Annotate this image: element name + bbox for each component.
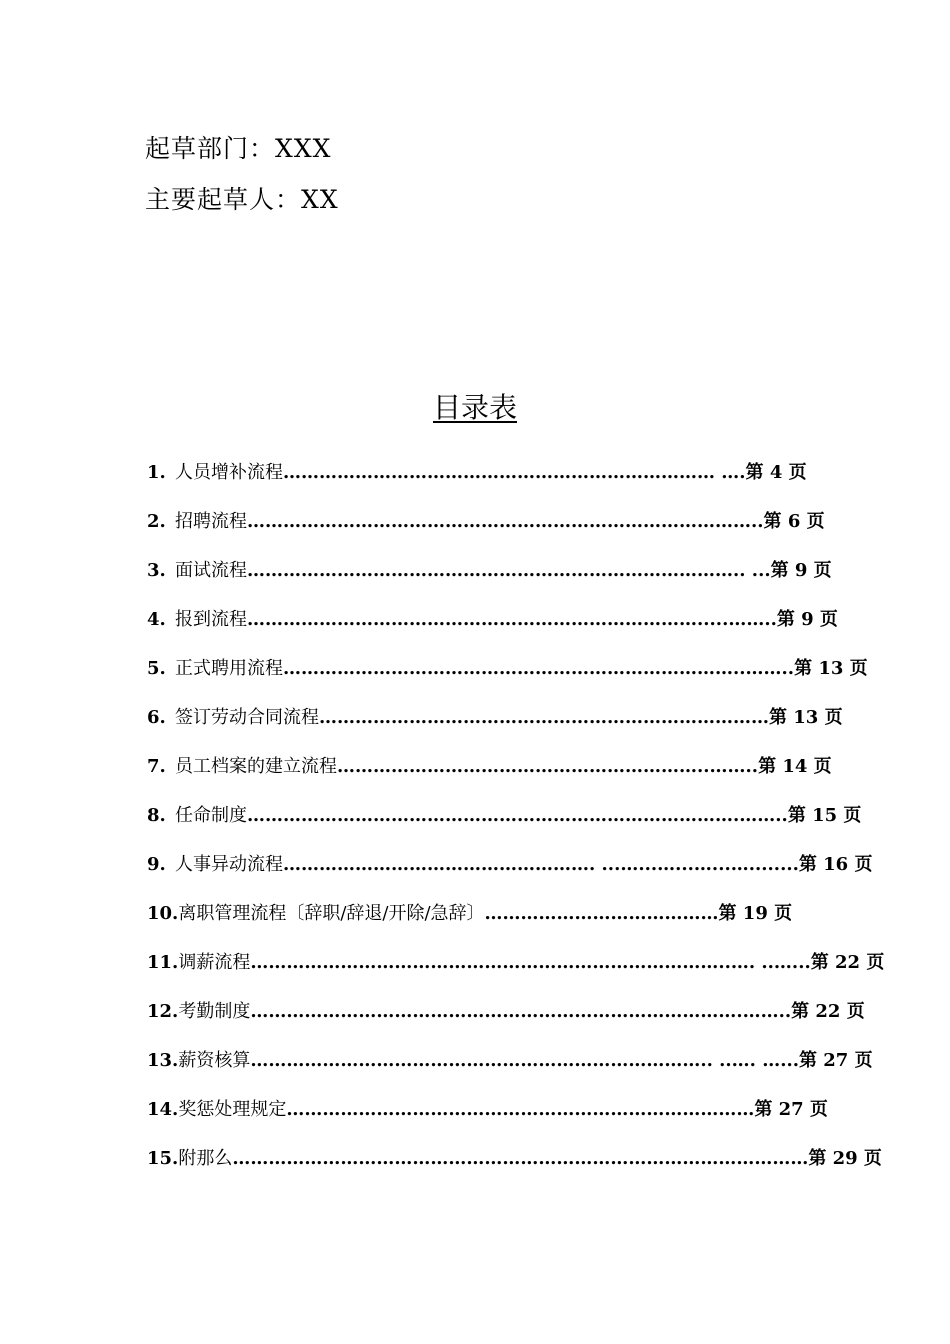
toc-entry[interactable] bbox=[147, 1144, 882, 1193]
drafting-department bbox=[145, 134, 331, 164]
toc-entry-number: 4. bbox=[147, 609, 166, 630]
main-drafter-label: 主要起草人： bbox=[145, 185, 302, 214]
main-drafter-value: XX bbox=[301, 185, 339, 214]
toc-entry-label: 正式聘用流程 bbox=[175, 658, 283, 679]
toc-entry-leader: ……………………………………………………………… …. bbox=[283, 462, 746, 483]
toc-entry-label: 任命制度 bbox=[175, 805, 247, 826]
toc-entry-number: 2. bbox=[147, 511, 166, 532]
toc-entry-number: 5. bbox=[147, 658, 166, 679]
toc-entry-number: 1. bbox=[147, 462, 166, 483]
toc-entry[interactable] bbox=[147, 752, 847, 801]
toc-entry-label: 人事异动流程 bbox=[175, 854, 283, 875]
toc-entry-leader: ………………………………………………………………….....…….. bbox=[247, 609, 777, 630]
toc-entry-number: 10. bbox=[147, 903, 179, 924]
toc-entry-page: 第 13 页 bbox=[769, 707, 843, 728]
toc-entry-leader: ……………………………………………………………………..…. ..…... bbox=[250, 952, 811, 973]
toc-entry-leader: ………………………………………………………………….. ..…. …... bbox=[250, 1050, 799, 1071]
toc-entry-label: 员工档案的建立流程 bbox=[175, 756, 337, 777]
toc-entry-page: 第 6 页 bbox=[763, 511, 825, 532]
toc-entry-label: 人员增补流程 bbox=[175, 462, 283, 483]
toc-entry-page: 第 29 页 bbox=[808, 1148, 882, 1169]
toc-entry-label: 调薪流程 bbox=[178, 952, 251, 973]
toc-entry-page: 第 15 页 bbox=[787, 805, 862, 826]
toc-entry-number: 9. bbox=[147, 854, 166, 875]
drafting-department-label: 起草部门： bbox=[145, 134, 276, 163]
toc-entry[interactable] bbox=[147, 850, 873, 899]
toc-entry-leader: …………………………………………………………………………………… bbox=[232, 1148, 809, 1169]
toc-entry-leader: …………………………………………………………………..…….. bbox=[283, 658, 795, 679]
toc-entry-number: 15. bbox=[147, 1148, 179, 1169]
toc-entry-page: 第 22 页 bbox=[810, 952, 885, 973]
toc-entry-page: 第 9 页 bbox=[770, 560, 832, 581]
toc-entry-leader: ………………………………………………………………… bbox=[319, 707, 769, 728]
toc-entry-label: 招聘流程 bbox=[175, 511, 247, 532]
toc-entry-leader: ……………………………………………………………………….…….. bbox=[247, 805, 788, 826]
toc-entry-number: 14. bbox=[147, 1099, 179, 1120]
toc-entry-leader: ………………………………… bbox=[484, 903, 719, 924]
toc-entry-leader: ……………………………………………. ...…...…...…...…........ bbox=[283, 854, 799, 875]
toc-entry-label: 附那么 bbox=[178, 1148, 233, 1169]
toc-entry[interactable] bbox=[147, 654, 868, 703]
toc-list bbox=[147, 458, 885, 1193]
toc-entry[interactable] bbox=[147, 997, 865, 1046]
toc-entry-leader: …………………………………………………………………… bbox=[286, 1099, 755, 1120]
toc-entry-number: 8. bbox=[147, 805, 166, 826]
toc-entry[interactable] bbox=[147, 801, 862, 850]
toc-entry[interactable] bbox=[147, 948, 885, 997]
toc-entry-leader: ……………………………………………………..…….. bbox=[337, 756, 759, 777]
toc-entry-page: 第 14 页 bbox=[758, 756, 832, 777]
toc-entry-label: 奖惩处理规定 bbox=[178, 1099, 287, 1120]
toc-entry-label: 报到流程 bbox=[175, 609, 247, 630]
toc-entry-number: 7. bbox=[147, 756, 166, 777]
toc-entry-page: 第 13 页 bbox=[794, 658, 868, 679]
toc-entry-label: 薪资核算 bbox=[178, 1050, 251, 1071]
toc-entry-leader: ……………………………………………………………………….. ... bbox=[247, 560, 771, 581]
toc-entry[interactable] bbox=[147, 899, 847, 948]
toc-entry[interactable] bbox=[147, 458, 847, 507]
drafting-department-value: XXX bbox=[275, 134, 332, 163]
toc-entry-page: 第 4 页 bbox=[745, 462, 807, 483]
toc-entry-page: 第 16 页 bbox=[798, 854, 873, 875]
toc-title bbox=[0, 390, 950, 426]
toc-entry[interactable] bbox=[147, 1095, 847, 1144]
toc-entry[interactable] bbox=[147, 703, 847, 752]
main-drafter bbox=[145, 185, 339, 215]
toc-entry-leader: ……………………………………………………………………….…….. bbox=[250, 1001, 792, 1022]
toc-entry-label: 离职管理流程〔辞职/辞退/开除/急辞〕 bbox=[178, 903, 485, 924]
toc-entry-label: 签订劳动合同流程 bbox=[175, 707, 319, 728]
toc-entry-number: 6. bbox=[147, 707, 166, 728]
toc-entry-page: 第 27 页 bbox=[754, 1099, 828, 1120]
toc-entry-label: 考勤制度 bbox=[178, 1001, 251, 1022]
toc-entry-label: 面试流程 bbox=[175, 560, 247, 581]
toc-entry-page: 第 22 页 bbox=[791, 1001, 865, 1022]
toc-entry-number: 3. bbox=[147, 560, 166, 581]
toc-title-text: 目录表 bbox=[432, 391, 517, 424]
toc-entry-page: 第 9 页 bbox=[776, 609, 838, 630]
toc-entry[interactable] bbox=[147, 605, 847, 654]
toc-entry-leader: ………………………………………………………………………….. bbox=[247, 511, 764, 532]
toc-entry-page: 第 19 页 bbox=[718, 903, 793, 924]
toc-entry[interactable] bbox=[147, 507, 847, 556]
toc-entry-number: 12. bbox=[147, 1001, 179, 1022]
toc-entry[interactable] bbox=[147, 556, 847, 605]
toc-entry-page: 第 27 页 bbox=[799, 1050, 873, 1071]
toc-entry[interactable] bbox=[147, 1046, 873, 1095]
toc-entry-number: 13. bbox=[147, 1050, 179, 1071]
toc-entry-number: 11. bbox=[147, 952, 179, 973]
